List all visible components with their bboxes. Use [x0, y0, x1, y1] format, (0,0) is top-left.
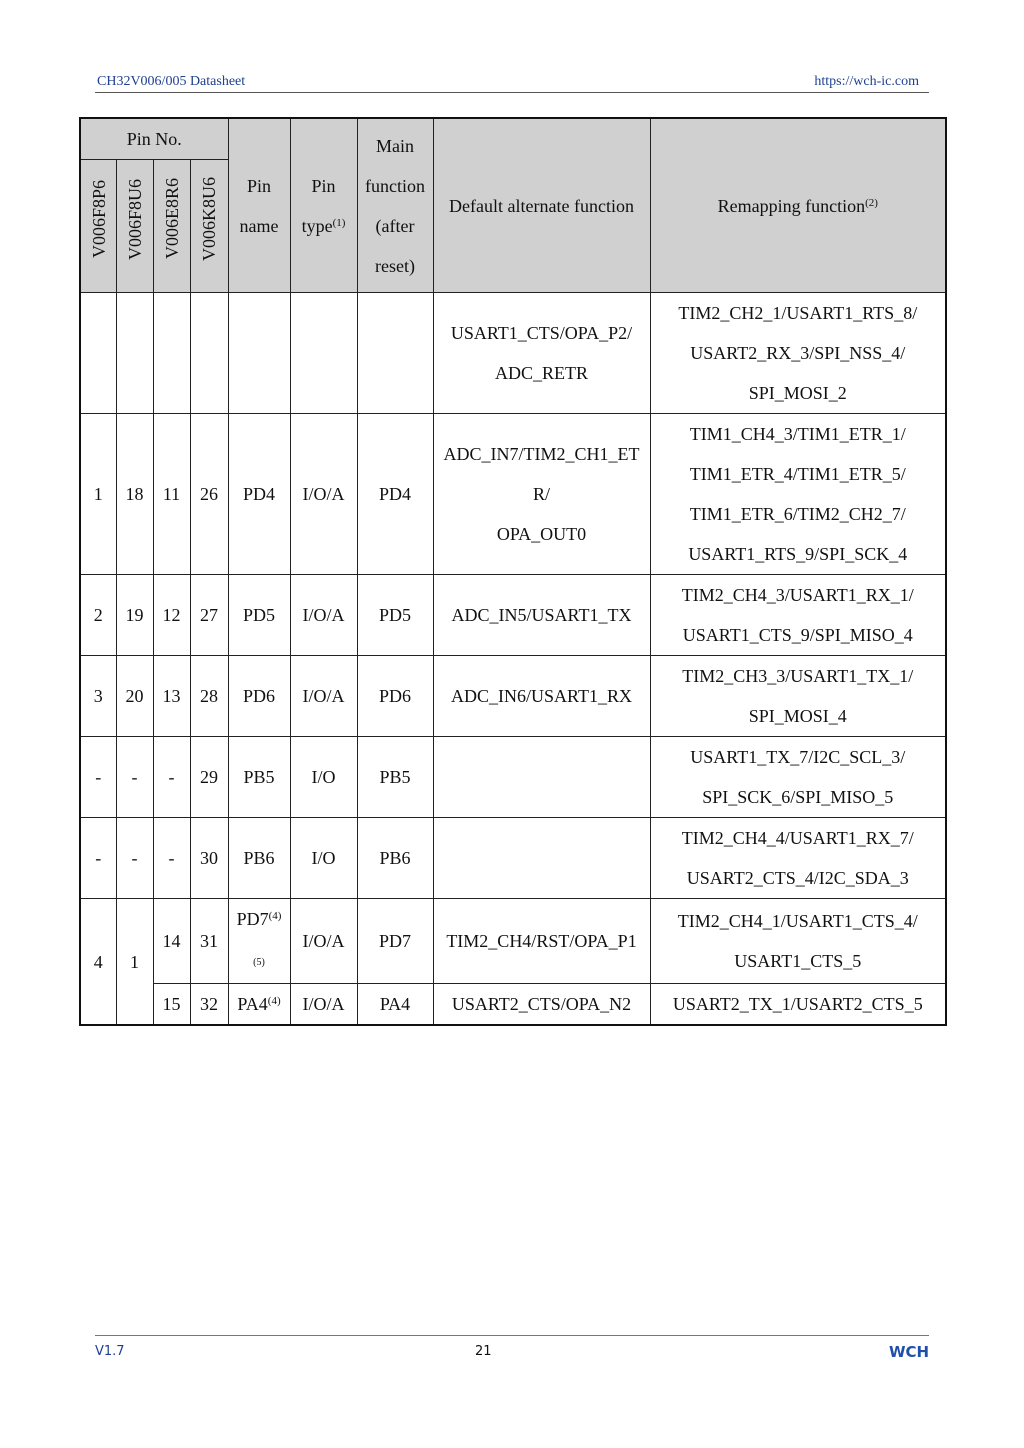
cell-pin-name: PD7$^{(4)}$ (5)	[228, 899, 290, 984]
page-footer	[95, 1335, 929, 1366]
col-pkg-4: V006K8U6	[190, 160, 228, 293]
cell-remap: TIM2_CH4_4/USART1_RX_7/ USART2_CTS_4/I2C_SDA_3	[650, 818, 946, 899]
table-row: 1 18 11 26 PD4 I/O/A PD4 ADC_IN7/TIM2_CH1_ET R/ OPA_OUT0 TIM1_CH4_3/TIM1_ETR_1/ TIM1_ETR_4/TIM1_ETR_5/ TIM1_ETR_6/TIM2_CH2_7/ USART1_RTS_9/SPI_SCK_4	[80, 414, 946, 575]
cell-alt: ADC_IN6/USART1_RX	[433, 656, 650, 737]
cell-alt: ADC_IN5/USART1_TX	[433, 575, 650, 656]
cell-remap: TIM1_CH4_3/TIM1_ETR_1/ TIM1_ETR_4/TIM1_ETR_5/ TIM1_ETR_6/TIM2_CH2_7/ USART1_RTS_9/SPI_SCK_4	[650, 414, 946, 575]
page-number: 21	[475, 1344, 492, 1359]
cell-alt: USART1_CTS/OPA_P2/ ADC_RETR	[433, 293, 650, 414]
svg-text:WCH: WCH	[889, 1343, 930, 1361]
col-pkg-3: V006E8R6	[153, 160, 190, 293]
page-header	[95, 72, 929, 93]
cell-remap: USART1_TX_7/I2C_SCL_3/ SPI_SCK_6/SPI_MISO_5	[650, 737, 946, 818]
version-label: V1.7	[95, 1344, 125, 1359]
cell-remap: TIM2_CH3_3/USART1_TX_1/ SPI_MOSI_4	[650, 656, 946, 737]
col-pin-name: Pin name	[228, 118, 290, 293]
col-default-alt: Default alternate function	[433, 118, 650, 293]
cell-remap: TIM2_CH2_1/USART1_RTS_8/ USART2_RX_3/SPI_NSS_4/ SPI_MOSI_2	[650, 293, 946, 414]
table-row: - - - 29 PB5 I/O PB5 USART1_TX_7/I2C_SCL_3/ SPI_SCK_6/SPI_MISO_5	[80, 737, 946, 818]
cell-remap: TIM2_CH4_1/USART1_CTS_4/ USART1_CTS_5	[650, 899, 946, 984]
header-row-1	[80, 118, 946, 160]
cell-alt: ADC_IN7/TIM2_CH1_ET R/ OPA_OUT0	[433, 414, 650, 575]
col-remap: Remapping function$^{(2)}$	[650, 118, 946, 293]
cell-pin-name: PA4$^{(4)}$	[228, 984, 290, 1026]
col-pin-type: Pin type$^{(1)}$	[290, 118, 357, 293]
wch-logo-icon	[889, 1340, 930, 1362]
table-row: 3 20 13 28 PD6 I/O/A PD6 ADC_IN6/USART1_RX TIM2_CH3_3/USART1_TX_1/ SPI_MOSI_4	[80, 656, 946, 737]
table-row: - - - 30 PB6 I/O PB6 TIM2_CH4_4/USART1_RX_7/ USART2_CTS_4/I2C_SDA_3	[80, 818, 946, 899]
col-pkg-1: V006F8P6	[80, 160, 116, 293]
cell-remap: TIM2_CH4_3/USART1_RX_1/ USART1_CTS_9/SPI_MISO_4	[650, 575, 946, 656]
cell-alt	[433, 818, 650, 899]
table-row: 2 19 12 27 PD5 I/O/A PD5 ADC_IN5/USART1_TX TIM2_CH4_3/USART1_RX_1/ USART1_CTS_9/SPI_MISO_4	[80, 575, 946, 656]
doc-title: CH32V006/005 Datasheet	[97, 74, 246, 89]
table-row	[80, 293, 946, 414]
cell-alt: USART2_CTS/OPA_N2	[433, 984, 650, 1026]
cell-alt	[433, 737, 650, 818]
table-row: 15 32 PA4$^{(4)}$ I/O/A PA4 USART2_CTS/OPA_N2 USART2_TX_1/USART2_CTS_5	[80, 984, 946, 1026]
site-link[interactable]: https://wch-ic.com	[814, 74, 919, 89]
col-main-function: Main function (after reset)	[357, 118, 433, 293]
cell-alt: TIM2_CH4/RST/OPA_P1	[433, 899, 650, 984]
table-row: 4 1 14 31 PD7$^{(4)}$ (5) I/O/A PD7 TIM2_CH4/RST/OPA_P1 TIM2_CH4_1/USART1_CTS_4/ USART1_CTS_5	[80, 899, 946, 984]
col-pin-no: Pin No.	[80, 118, 228, 160]
cell-remap: USART2_TX_1/USART2_CTS_5	[650, 984, 946, 1026]
pin-table	[79, 117, 947, 1026]
col-pkg-2: V006F8U6	[116, 160, 153, 293]
